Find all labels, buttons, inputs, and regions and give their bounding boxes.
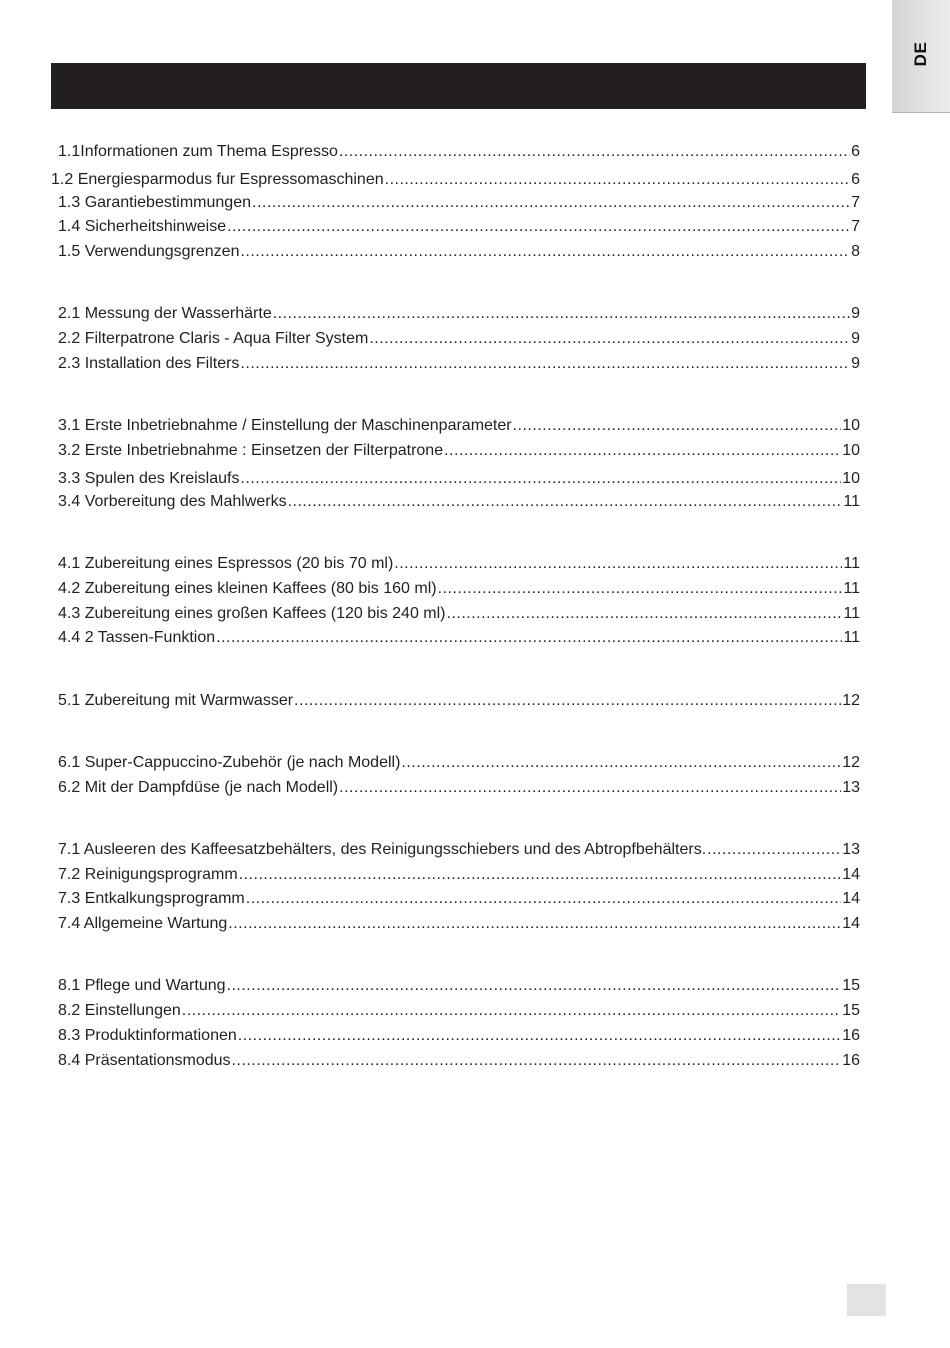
toc-leader-dots [401,752,841,774]
toc-entry-title: 5.1 Zubereitung mit Warmwasser [58,692,294,709]
toc-entry[interactable] [58,353,860,375]
toc-entry[interactable] [58,468,860,490]
toc-entry-page: 10 [842,442,860,459]
toc-entry-title: 4.4 2 Tassen-Funktion [58,629,216,646]
toc-leader-dots [339,141,850,163]
toc-leader-dots [227,216,850,238]
toc-leader-dots [240,468,841,490]
toc-leader-dots [252,192,850,214]
toc-entry[interactable] [58,603,860,625]
toc-entry-title: 2.1 Messung der Wasserhärte [58,305,272,322]
toc-entry-page: 11 [843,605,860,622]
toc-entry[interactable] [58,1050,860,1072]
toc-leader-dots [273,303,850,325]
toc-entry-page: 15 [842,977,860,994]
toc-entry-title: 1.1Informationen zum Thema Espresso [58,143,338,160]
toc-entry-page: 9 [851,305,860,322]
toc-entry[interactable] [58,1025,860,1047]
toc-entry-page: 7 [851,194,860,211]
toc-leader-dots [216,627,842,649]
toc-entry-page: 16 [842,1052,860,1069]
toc-entry-page: 6 [851,143,860,160]
toc-entry-title: 7.2 Reinigungsprogramm [58,866,238,883]
toc-entry[interactable] [58,241,860,263]
toc-entry[interactable] [58,864,860,886]
toc-entry[interactable] [58,415,860,437]
page-number-box [847,1284,886,1316]
toc-entry-page: 14 [842,866,860,883]
toc-entry-page: 11 [843,629,860,646]
toc-leader-dots [369,328,850,350]
toc-entry-title: 3.1 Erste Inbetriebnahme / Einstellung der Maschinenparameter [58,417,512,434]
toc-entry-page: 10 [842,470,860,487]
toc-leader-dots [288,491,843,513]
toc-leader-dots [447,603,843,625]
toc-entry-page: 12 [842,692,860,709]
toc-leader-dots [394,553,842,575]
toc-entry-title: 7.4 Allgemeine Wartung [58,915,228,932]
toc-entry[interactable] [58,975,860,997]
toc-entry-title: 1.4 Sicherheitshinweise [58,218,227,235]
toc-entry-title: 8.1 Pflege und Wartung [58,977,226,994]
toc-leader-dots [246,888,841,910]
toc-entry-page: 9 [851,330,860,347]
toc-entry-page: 11 [843,493,860,510]
toc-entry[interactable] [58,440,860,462]
toc-leader-dots [294,690,841,712]
toc-entry[interactable] [58,752,860,774]
language-tab-label: DE [911,41,930,67]
toc-entry-title: 6.1 Super-Cappuccino-Zubehör (je nach Modell) [58,754,401,771]
toc-entry[interactable] [58,328,860,350]
toc-entry-title: 7.1 Ausleeren des Kaffeesatzbehälters, des Reinigungsschiebers und des Abtropfbehälters. [58,841,707,858]
toc-entry[interactable] [58,192,860,214]
toc-leader-dots [182,1000,841,1022]
toc-entry[interactable] [51,169,860,191]
toc-entry[interactable] [58,777,860,799]
toc-leader-dots [385,169,850,191]
toc-entry-title: 3.3 Spulen des Kreislaufs [58,470,240,487]
toc-entry-title: 3.4 Vorbereitung des Mahlwerks [58,493,287,510]
toc-entry-title: 1.5 Verwendungsgrenzen [58,243,240,260]
toc-entry-page: 13 [842,841,860,858]
toc-entry[interactable] [58,839,860,861]
toc-leader-dots [707,839,841,861]
toc-entry-page: 11 [843,555,860,572]
toc-entry-title: 2.2 Filterpatrone Claris - Aqua Filter System [58,330,369,347]
toc-leader-dots [239,864,842,886]
toc-entry-title: 4.1 Zubereitung eines Espressos (20 bis 70 ml) [58,555,394,572]
toc-entry[interactable] [58,216,860,238]
toc-leader-dots [240,241,850,263]
toc-entry-page: 7 [851,218,860,235]
toc-entry-page: 12 [842,754,860,771]
toc-entry-title: 1.3 Garantiebestimmungen [58,194,251,211]
toc-leader-dots [339,777,841,799]
toc-entry-title: 8.3 Produktinformationen [58,1027,237,1044]
toc-leader-dots [227,975,842,997]
toc-entry-title: 2.3 Installation des Filters [58,355,240,372]
toc-entry[interactable] [58,627,860,649]
toc-leader-dots [238,1025,841,1047]
toc-leader-dots [444,440,841,462]
toc-entry[interactable] [58,1000,860,1022]
toc-entry-page: 11 [843,580,860,597]
toc-entry-title: 8.2 Einstellungen [58,1002,181,1019]
toc-entry-title: 8.4 Präsentationsmodus [58,1052,231,1069]
toc-entry-page: 14 [842,890,860,907]
toc-leader-dots [513,415,842,437]
toc-entry[interactable] [58,141,860,163]
toc-entry-page: 13 [842,779,860,796]
toc-entry[interactable] [58,690,860,712]
toc-entry-page: 6 [851,171,860,188]
toc-entry-title: 6.2 Mit der Dampfdüse (je nach Modell) [58,779,339,796]
toc-leader-dots [232,1050,842,1072]
toc-entry[interactable] [58,303,860,325]
toc-entry-page: 14 [842,915,860,932]
toc-entry-title: 1.2 Energiesparmodus fur Espressomaschinen [51,171,384,188]
toc-leader-dots [240,353,850,375]
toc-entry-title: 4.3 Zubereitung eines großen Kaffees (120 bis 240 ml) [58,605,446,622]
toc-leader-dots [228,913,841,935]
toc-entry[interactable] [58,913,860,935]
toc-entry-page: 9 [851,355,860,372]
toc-entry-title: 7.3 Entkalkungsprogramm [58,890,245,907]
toc-entry-title: 4.2 Zubereitung eines kleinen Kaffees (80 bis 160 ml) [58,580,437,597]
toc-entry-title: 3.2 Erste Inbetriebnahme : Einsetzen der Filterpatrone [58,442,444,459]
toc-entry[interactable] [58,491,860,513]
toc-entry[interactable] [58,553,860,575]
toc-entry-page: 10 [842,417,860,434]
toc-leader-dots [438,578,843,600]
toc-entry[interactable] [58,888,860,910]
toc-entry-page: 15 [842,1002,860,1019]
toc-entry[interactable] [58,578,860,600]
toc-entry-page: 8 [851,243,860,260]
toc-entry-page: 16 [842,1027,860,1044]
